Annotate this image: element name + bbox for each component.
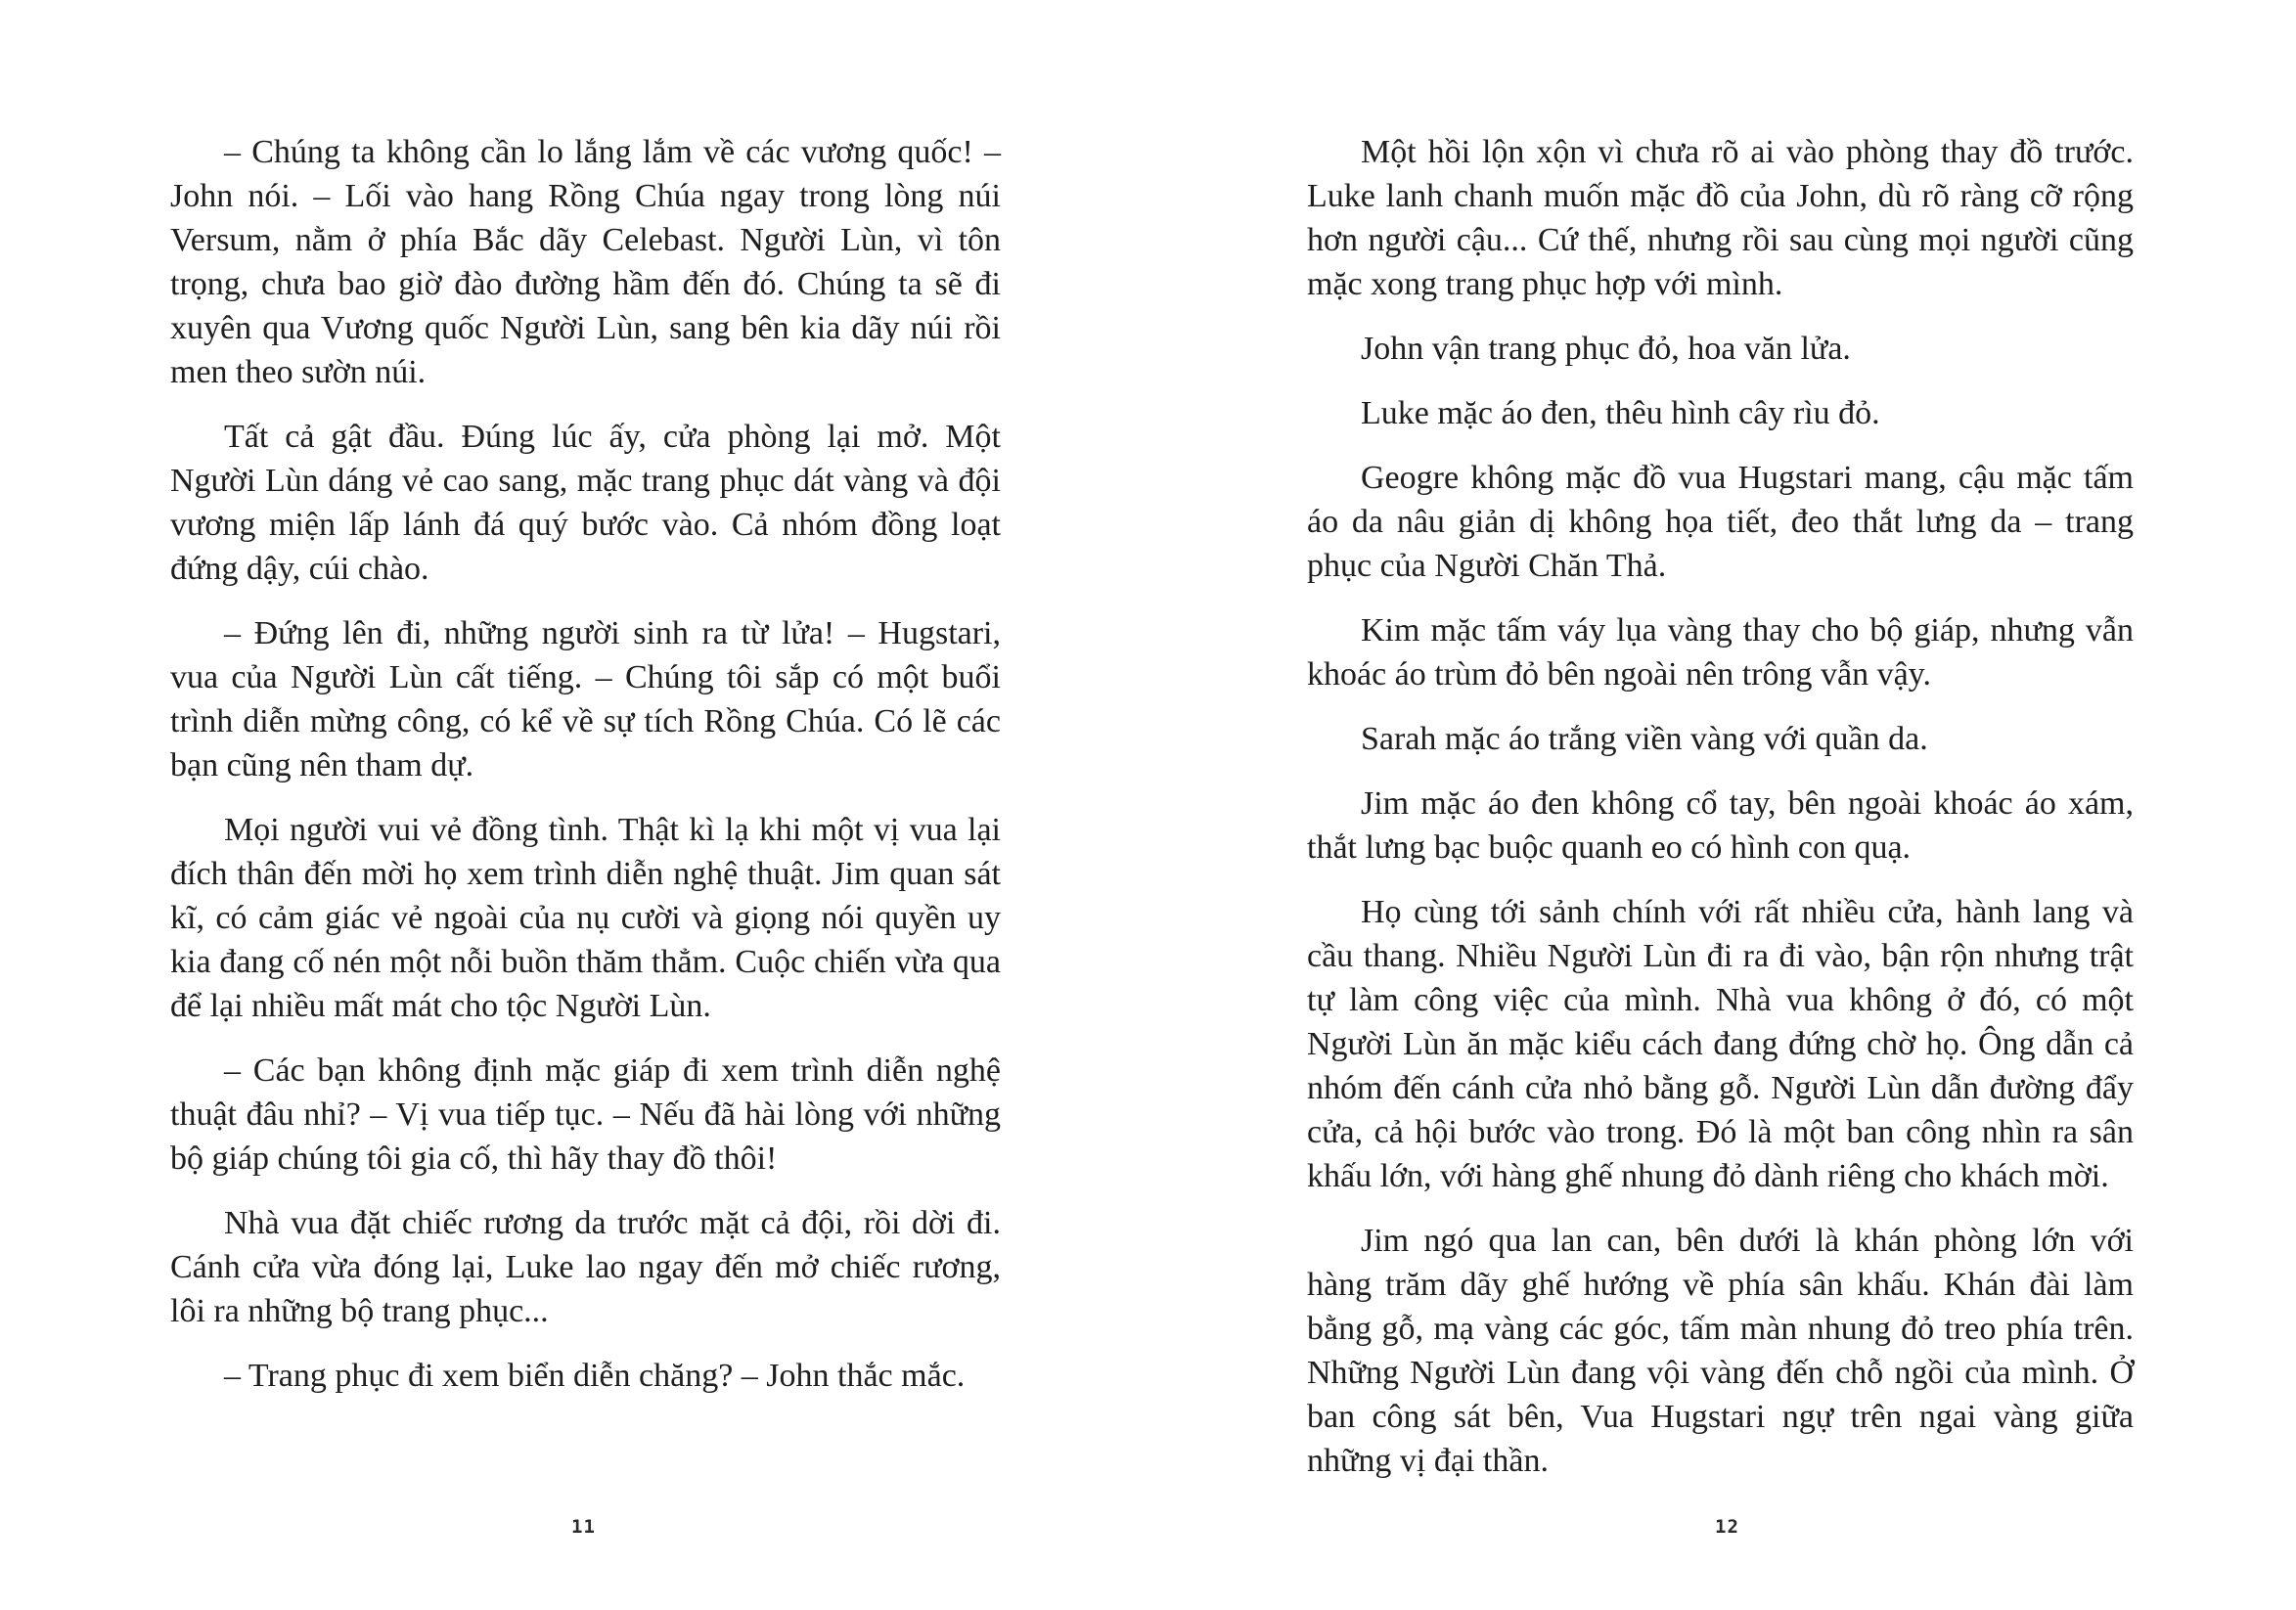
paragraph: – Các bạn không định mặc giáp đi xem trình diễn nghệ thuật đâu nhỉ? – Vị vua tiếp tục. – Nếu đã hài lòng với những bộ giáp chúng tôi gia cố, thì hãy thay đồ thôi!: [170, 1052, 1001, 1177]
paragraph: Jim ngó qua lan can, bên dưới là khán phòng lớn với hàng trăm dãy ghế hướng về phía sân khấu. Khán đài làm bằng gỗ, mạ vàng các góc, tấm màn nhung đỏ treo phía trên. Những Người Lùn đang vội vàng đến chỗ ngồi của mình. Ở ban công sát bên, Vua Hugstari ngự trên ngai vàng giữa những vị đại thần.: [1307, 1223, 2134, 1479]
left-page-text: [170, 130, 1001, 1418]
paragraph: – Trang phục đi xem biển diễn chăng? – John thắc mắc.: [224, 1358, 966, 1394]
paragraph: Họ cùng tới sảnh chính với rất nhiều cửa, hành lang và cầu thang. Nhiều Người Lùn đi ra đi vào, bận rộn nhưng trật tự làm công việc của mình. Nhà vua không ở đó, có một Người Lùn ăn mặc kiểu cách đang đứng chờ họ. Ông dẫn cả nhóm đến cánh cửa nhỏ bằng gỗ. Người Lùn dẫn đường đẩy cửa, cả hội bước vào trong. Đó là một ban công nhìn ra sân khấu lớn, với hàng ghế nhung đỏ dành riêng cho khách mời.: [1307, 894, 2134, 1194]
paragraph: John vận trang phục đỏ, hoa văn lửa.: [1361, 331, 1851, 367]
paragraph: Nhà vua đặt chiếc rương da trước mặt cả đội, rồi dời đi. Cánh cửa vừa đóng lại, Luke lao ngay đến mở chiếc rương, lôi ra những bộ trang phục...: [170, 1205, 1001, 1329]
paragraph: Mọi người vui vẻ đồng tình. Thật kì lạ khi một vị vua lại đích thân đến mời họ xem trình diễn nghệ thuật. Jim quan sát kĩ, có cảm giác vẻ ngoài của nụ cười và giọng nói quyền uy kia đang cố nén một nỗi buồn thăm thẳm. Cuộc chiến vừa qua để lại nhiều mất mát cho tộc Người Lùn.: [170, 812, 1001, 1024]
paragraph: Một hồi lộn xộn vì chưa rõ ai vào phòng thay đồ trước. Luke lanh chanh muốn mặc đồ của John, dù rõ ràng cỡ rộng hơn người cậu... Cứ thế, nhưng rồi sau cùng mọi người cũng mặc xong trang phục hợp với mình.: [1307, 134, 2134, 302]
right-page: [1148, 0, 2296, 1610]
paragraph: Jim mặc áo đen không cổ tay, bên ngoài khoác áo xám, thắt lưng bạc buộc quanh eo có hình con quạ.: [1307, 785, 2134, 866]
paragraph: – Đứng lên đi, những người sinh ra từ lửa! – Hugstari, vua của Người Lùn cất tiếng. – Chúng tôi sắp có một buổi trình diễn mừng công, có kể về sự tích Rồng Chúa. Có lẽ các bạn cũng nên tham dự.: [170, 615, 1001, 783]
paragraph: Kim mặc tấm váy lụa vàng thay cho bộ giáp, nhưng vẫn khoác áo trùm đỏ bên ngoài nên trông vẫn vậy.: [1307, 612, 2134, 693]
right-page-text: [1307, 130, 2134, 1503]
page-number-right: 12: [1715, 1516, 1739, 1538]
paragraph: Luke mặc áo đen, thêu hình cây rìu đỏ.: [1361, 395, 1880, 431]
paragraph: – Chúng ta không cần lo lắng lắm về các vương quốc! – John nói. – Lối vào hang Rồng Chúa ngay trong lòng núi Versum, nằm ở phía Bắc dãy Celebast. Người Lùn, vì tôn trọng, chưa bao giờ đào đường hầm đến đó. Chúng ta sẽ đi xuyên qua Vương quốc Người Lùn, sang bên kia dãy núi rồi men theo sườn núi.: [170, 134, 1001, 390]
paragraph: Tất cả gật đầu. Đúng lúc ấy, cửa phòng lại mở. Một Người Lùn dáng vẻ cao sang, mặc trang phục dát vàng và đội vương miện lấp lánh đá quý bước vào. Cả nhóm đồng loạt đứng dậy, cúi chào.: [170, 419, 1001, 587]
paragraph: Sarah mặc áo trắng viền vàng với quần da.: [1361, 721, 1928, 757]
page-number-left: 11: [571, 1516, 596, 1538]
paragraph: Geogre không mặc đồ vua Hugstari mang, cậu mặc tấm áo da nâu giản dị không họa tiết, đeo thắt lưng da – trang phục của Người Chăn Thả.: [1307, 460, 2134, 584]
